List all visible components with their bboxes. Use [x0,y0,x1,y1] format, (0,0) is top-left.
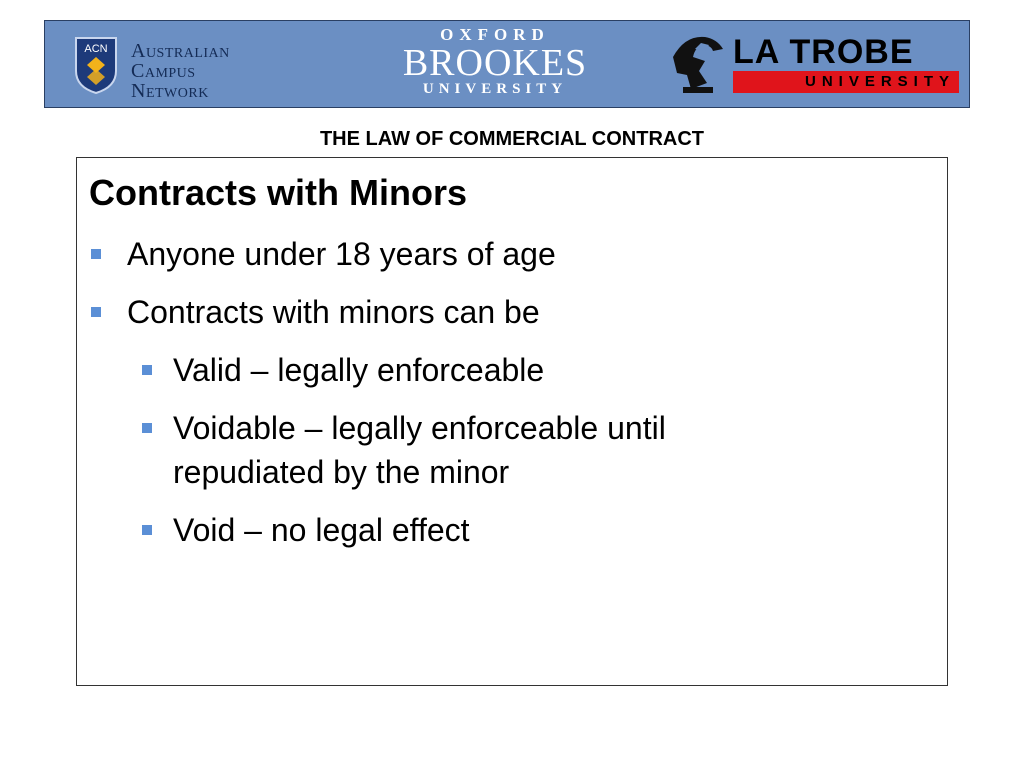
brookes-name-text: BROOKES [402,42,588,84]
acn-shield-icon [73,35,119,95]
acn-line-1: Australian [131,40,230,62]
slide-content-box [76,157,948,686]
latrobe-sub-text: UNIVERSITY [733,71,959,93]
la-trobe-logo [665,27,965,103]
slide-heading: Contracts with Minors [89,172,468,213]
acn-line-2: Campus [131,60,196,82]
square-bullet-icon [91,249,101,259]
latrobe-eagle-icon [665,27,731,97]
sub-bullet-item [173,508,913,552]
square-bullet-icon [142,525,152,535]
sub-bullet-item [173,348,913,392]
bullet-item [127,232,907,276]
logo-banner [44,20,970,108]
bullet-text: Anyone under 18 years of age [127,236,556,272]
acn-wordmark [131,41,230,101]
bullet-text: Void – no legal effect [173,512,470,548]
bullet-item [127,290,907,334]
square-bullet-icon [91,307,101,317]
brookes-sub-text: UNIVERSITY [422,81,568,97]
bullet-text: Valid – legally enforceable [173,352,545,388]
acn-badge-text: ACN [84,43,108,55]
bullet-text: Voidable – legally enforceable until repudiated by the minor [173,410,666,490]
square-bullet-icon [142,423,152,433]
acn-line-3: Network [131,80,209,102]
oxford-brookes-logo [357,25,633,97]
acn-logo [73,35,293,102]
square-bullet-icon [142,365,152,375]
sub-bullet-item [173,406,813,494]
course-title: THE LAW OF COMMERCIAL CONTRACT [319,128,705,150]
bullet-text: Contracts with minors can be [127,294,540,330]
brookes-top-text: OXFORD [440,25,550,44]
latrobe-name-text: LA TROBE [733,33,914,71]
